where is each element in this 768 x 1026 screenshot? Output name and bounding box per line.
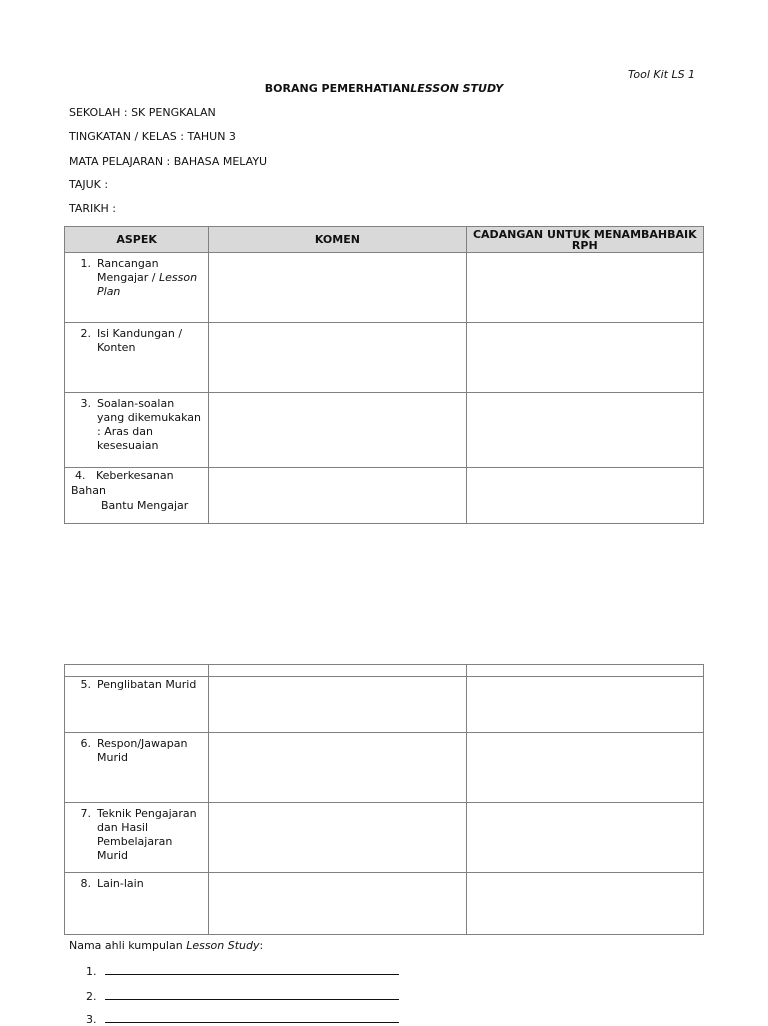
row-number: 5. bbox=[80, 678, 91, 691]
field-sekolah: SEKOLAH : SK PENGKALAN bbox=[69, 106, 216, 119]
row-label-line1: Keberkesanan bbox=[96, 469, 174, 482]
komen-cell[interactable] bbox=[209, 803, 466, 873]
komen-cell[interactable] bbox=[209, 677, 466, 733]
table-row bbox=[65, 323, 704, 393]
header-cadangan: CADANGAN UNTUK MENAMBAHBAIK RPH bbox=[466, 227, 703, 253]
cadangan-cell[interactable] bbox=[466, 677, 703, 733]
row-number: 7. bbox=[80, 807, 91, 820]
member-line-1[interactable] bbox=[86, 964, 399, 978]
table-row bbox=[65, 393, 704, 468]
row-label: Teknik Pengajaran dan Hasil Pembelajaran Murid bbox=[97, 807, 197, 862]
aspek-cell bbox=[65, 677, 209, 733]
cadangan-cell[interactable] bbox=[466, 873, 703, 935]
komen-cell[interactable] bbox=[209, 253, 466, 323]
toolkit-label: Tool Kit LS 1 bbox=[628, 68, 696, 81]
row-label: Penglibatan Murid bbox=[97, 678, 197, 691]
aspek-cell bbox=[65, 323, 209, 393]
row-number: 2. bbox=[80, 327, 91, 340]
field-tingkatan: TINGKATAN / KELAS : TAHUN 3 bbox=[69, 130, 236, 143]
form-title-italic: LESSON STUDY bbox=[410, 82, 504, 95]
header-aspek: ASPEK bbox=[65, 227, 209, 253]
aspek-cell bbox=[65, 393, 209, 468]
komen-cell[interactable] bbox=[209, 873, 466, 935]
table-row bbox=[65, 468, 704, 524]
cadangan-cell[interactable] bbox=[466, 733, 703, 803]
row-number: 4. bbox=[75, 469, 86, 482]
cadangan-cell[interactable] bbox=[466, 253, 703, 323]
cadangan-cell[interactable] bbox=[466, 468, 703, 524]
form-title bbox=[0, 82, 768, 95]
row-label: Respon/Jawapan Murid bbox=[97, 737, 188, 764]
row-number: 8. bbox=[80, 877, 91, 890]
observation-table-2 bbox=[64, 664, 704, 935]
row-number: 1. bbox=[80, 257, 91, 270]
table-row bbox=[65, 253, 704, 323]
header-komen: KOMEN bbox=[209, 227, 466, 253]
member-number: 2. bbox=[86, 990, 97, 1003]
cadangan-cell[interactable] bbox=[466, 803, 703, 873]
cadangan-cell[interactable] bbox=[466, 323, 703, 393]
row-label: Rancangan Mengajar / Lesson Plan bbox=[97, 257, 198, 298]
table-spacer-row bbox=[65, 665, 704, 677]
aspek-cell bbox=[65, 733, 209, 803]
field-tajuk: TAJUK : bbox=[69, 178, 109, 191]
table-row bbox=[65, 733, 704, 803]
field-mata-pelajaran: MATA PELAJARAN : BAHASA MELAYU bbox=[69, 155, 268, 168]
row-number: 3. bbox=[80, 397, 91, 410]
aspek-cell bbox=[65, 253, 209, 323]
observation-table-1 bbox=[64, 226, 704, 524]
table-row bbox=[65, 873, 704, 935]
table-row bbox=[65, 677, 704, 733]
aspek-cell bbox=[65, 468, 209, 524]
row-label: Lain-lain bbox=[97, 877, 144, 890]
komen-cell[interactable] bbox=[209, 323, 466, 393]
table-header-row bbox=[65, 227, 704, 253]
aspek-cell bbox=[65, 873, 209, 935]
field-tarikh: TARIKH : bbox=[69, 202, 116, 215]
form-title-main: BORANG PEMERHATIAN bbox=[264, 82, 411, 95]
row-label-line3: Bantu Mengajar bbox=[101, 499, 189, 512]
member-number: 1. bbox=[86, 965, 97, 978]
table-row bbox=[65, 803, 704, 873]
row-label: Soalan-soalan yang dikemukakan : Aras dan kesesuaian bbox=[97, 397, 201, 452]
cadangan-cell[interactable] bbox=[466, 393, 703, 468]
member-number: 3. bbox=[86, 1013, 97, 1026]
komen-cell[interactable] bbox=[209, 733, 466, 803]
row-label: Isi Kandungan / Konten bbox=[97, 327, 183, 354]
aspek-cell bbox=[65, 803, 209, 873]
row-label-line2: Bahan bbox=[71, 484, 106, 497]
komen-cell[interactable] bbox=[209, 393, 466, 468]
row-number: 6. bbox=[80, 737, 91, 750]
group-members-label: Nama ahli kumpulan Lesson Study: bbox=[69, 939, 264, 952]
member-line-2[interactable] bbox=[86, 989, 399, 1003]
komen-cell[interactable] bbox=[209, 468, 466, 524]
